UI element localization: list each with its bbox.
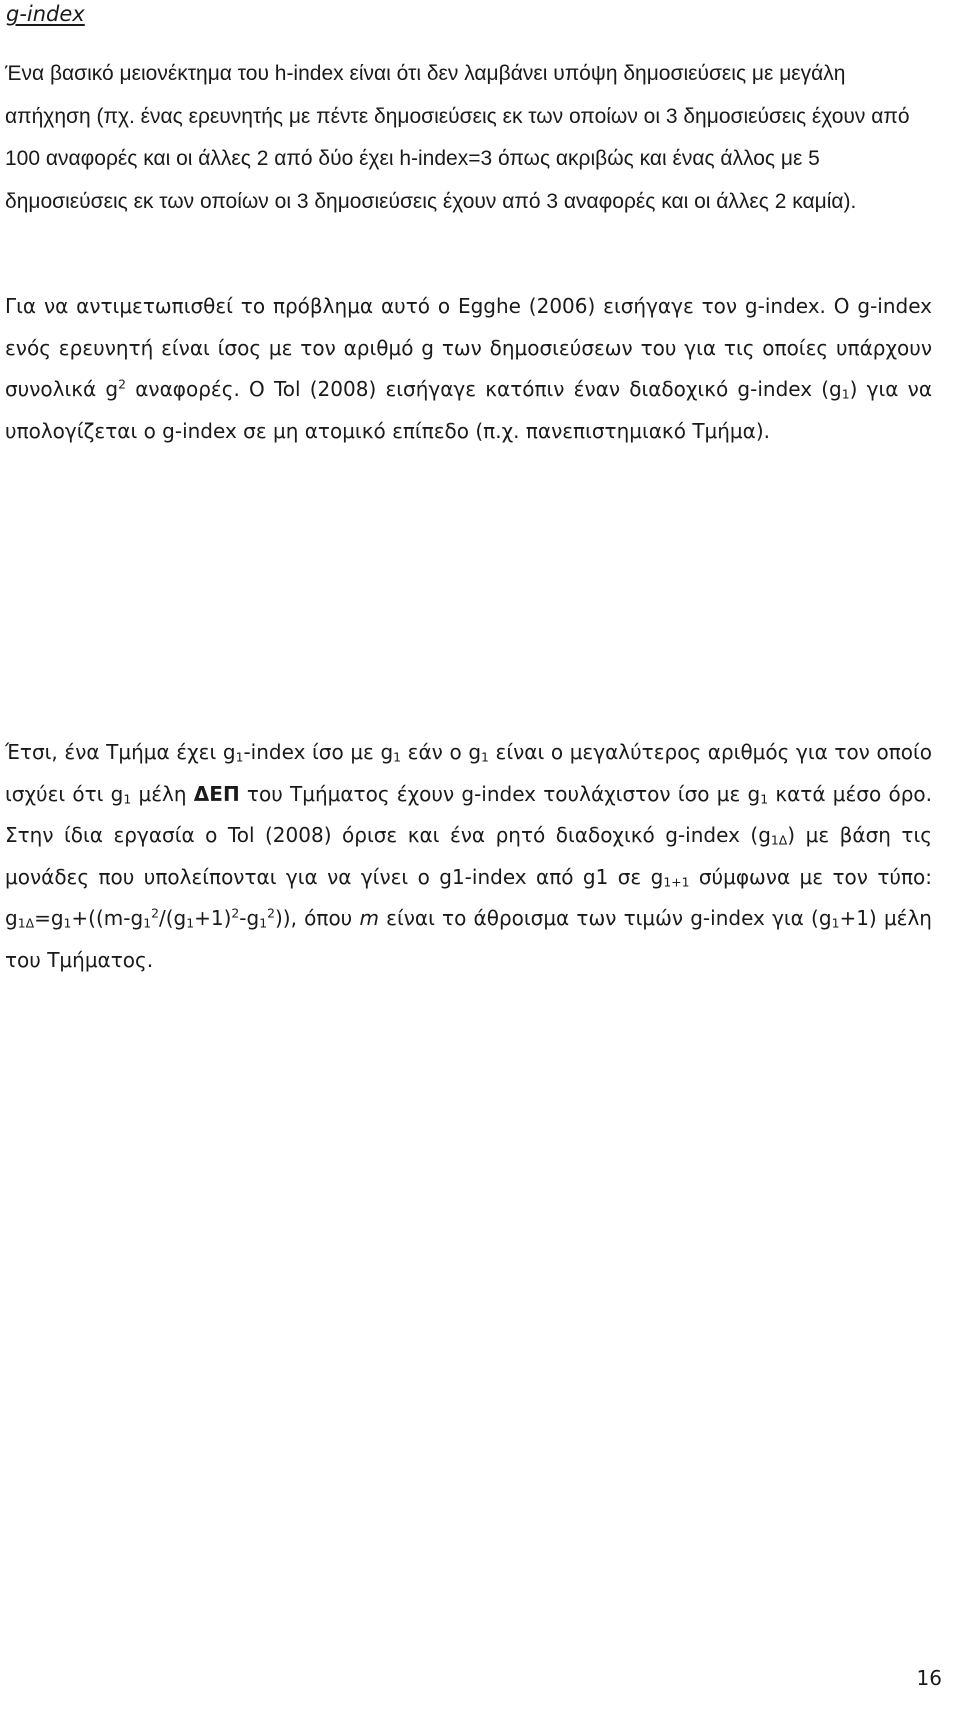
paragraph-g-index-definition <box>5 286 932 452</box>
subscript: 1 <box>481 749 489 765</box>
text-run: του Τμήματος έχουν g-index τουλάχιστον ίσο με g <box>239 781 761 806</box>
text-run: =g <box>34 906 64 931</box>
paragraph-h-index-drawback: Ένα βασικό μειονέκτημα του h-index είναι ότι δεν λαμβάνει υπόψη δημοσιεύσεις με μεγάλη απήχηση (πχ. ένας ερευνητής με πέντε δημοσιεύσεις εκ των οποίων οι 3 δημοσιεύσεις έχουν από 100 αναφορές και οι άλλες 2 από δύο έχει h-index=3 όπως ακριβώς και ένας άλλος με 5 δημοσιεύσεις εκ των οποίων οι 3 δημοσιεύσεις έχουν από 3 αναφορές και οι άλλες 2 καμία). <box>5 62 910 213</box>
subscript: 1 <box>259 916 268 932</box>
subscript: 1 <box>841 386 850 402</box>
superscript: 2 <box>267 905 275 921</box>
subscript: 1 <box>186 916 195 932</box>
text-run: Έτσι, ένα Τμήμα έχει g <box>5 740 236 764</box>
superscript: 2 <box>118 376 127 392</box>
text-run: εάν ο g <box>401 740 482 764</box>
superscript: 2 <box>151 905 159 921</box>
subscript: 1Δ <box>770 832 788 848</box>
text-run: ) με βάση τις μονάδες που υπολείπονται για να γίνει ο g1-index από g1 σε g <box>5 823 932 889</box>
text-run: -index ίσο με g <box>243 740 394 764</box>
subscript: 1 <box>760 791 769 807</box>
text-run: -g <box>239 906 260 931</box>
paragraph-successive-g-index <box>5 732 932 982</box>
text-run-italic: m <box>359 906 379 931</box>
text-run: )), όπου <box>275 906 360 931</box>
text-run: Για να αντιμετωπισθεί το πρόβλημα αυτό ο Egghe (2006) εισήγαγε τον g-index. Ο g-index ενός ερευνητή είναι ίσος με τον αριθμό g των δημοσιεύσεων του για τις οποίες υπάρχουν συνολικά g <box>5 294 932 402</box>
section-heading: g-index <box>6 2 85 26</box>
subscript: 1+1 <box>663 874 690 890</box>
text-run: κατά μέσο όρο. Στην ίδια εργασία ο Tol (2008) όρισε και ένα ρητό διαδοχικό g-index (g <box>5 781 932 848</box>
subscript: 1 <box>123 791 132 807</box>
text-run: +1) <box>194 906 232 931</box>
text-run: αναφορές. Ο Tol (2008) εισήγαγε κατόπιν έναν διαδοχικό g-index (g <box>126 377 842 402</box>
text-run: ) για να υπολογίζεται ο g-index σε μη ατομικό επίπεδο (π.χ. πανεπιστημιακό Τμήμα). <box>5 377 933 443</box>
text-run: σύμφωνα με τον τύπο: g <box>5 864 932 931</box>
text-run: είναι ο μεγαλύτερος αριθμός για τον οποίο ισχύει ότι g <box>5 740 932 806</box>
subscript: 1 <box>143 916 152 932</box>
page-number: 16 <box>916 1666 942 1690</box>
text-run: +((m-g <box>71 906 144 931</box>
text-run: μέλη <box>131 781 194 806</box>
text-run: /(g <box>158 906 187 931</box>
text-run: είναι το άθροισμα των τιμών g-index για (g <box>378 906 832 931</box>
subscript: 1 <box>63 916 72 932</box>
text-run-bold: ΔΕΠ <box>193 781 240 806</box>
subscript: 1 <box>831 916 840 932</box>
subscript: 1 <box>393 749 402 765</box>
subscript: 1 <box>235 749 244 765</box>
text-run: +1) μέλη του Τμήματος. <box>5 906 932 972</box>
subscript: 1Δ <box>17 916 35 932</box>
superscript: 2 <box>231 905 240 921</box>
